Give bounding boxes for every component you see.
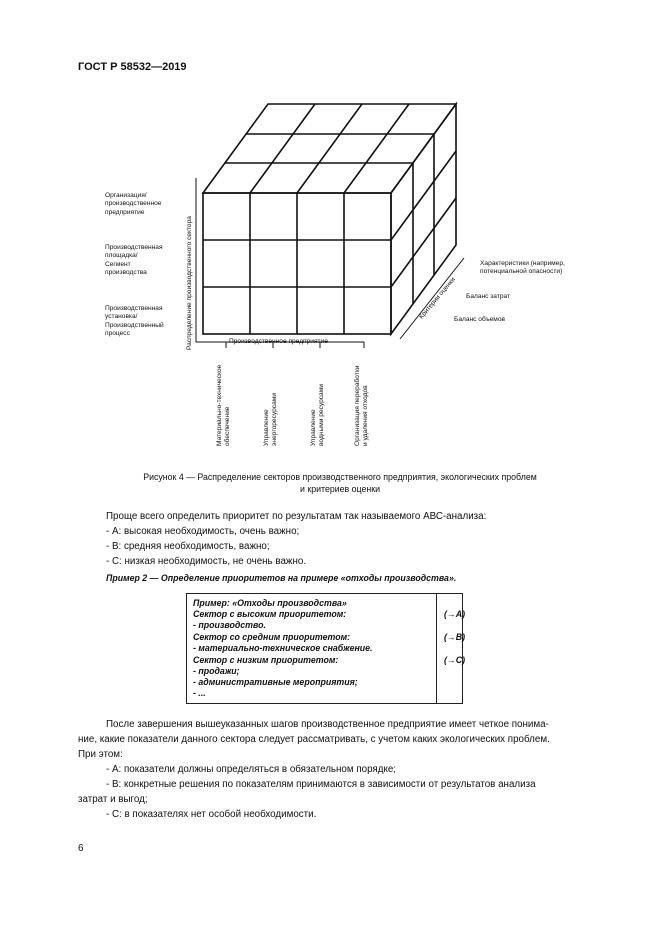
row-label-organization: Организация/ производственное предприятие xyxy=(105,192,162,216)
example-line: Сектор с низким приоритетом: xyxy=(193,655,339,665)
right-label-characteristics: Характеристики (например, потенциальной опасности) xyxy=(480,260,565,276)
right-label-cost-balance: Баланс затрат xyxy=(466,293,511,300)
example-line: Пример: «Отходы производства» xyxy=(193,598,347,608)
row-label-site: Производственная площадка/ Сегмент производства xyxy=(105,244,163,277)
priority-code-a: (→А) xyxy=(444,609,466,619)
example-title: Пример 2 — Определение приоритетов на примере «отходы производства». xyxy=(106,573,457,583)
paragraph-2-line: ние, какие показатели данного сектора следует рассматривать, с учетом каких экологических проблем. xyxy=(78,734,550,745)
document-header: ГОСТ Р 58532—2019 xyxy=(78,61,187,73)
right-label-volume-balance: Баланс объемов xyxy=(454,316,505,323)
vertical-axis-label: Распределение производственного сектора xyxy=(186,216,193,350)
bullet2-c: - С: в показателях нет особой необходимости. xyxy=(106,809,317,820)
example-line: - производство. xyxy=(193,620,266,630)
example-box-divider xyxy=(436,593,437,704)
example-line: Сектор с высоким приоритетом: xyxy=(193,609,347,619)
column-label-waste: Организация переработки и удаления отходов xyxy=(354,365,370,446)
intro-paragraph: Проще всего определить приоритет по результатам так называемого АВС-анализа: xyxy=(106,511,487,522)
example-line: Сектор со средним приоритетом: xyxy=(193,632,351,642)
column-label-logistics: Материально-техническое обеспечение xyxy=(216,364,232,446)
example-line: - ... xyxy=(193,688,206,698)
bullet2-a: - А: показатели должны определяться в обязательном порядке; xyxy=(106,764,397,775)
bottom-axis-label: Производственное предприятие xyxy=(229,338,328,345)
right-grid-h1 xyxy=(391,151,456,240)
top-grid-d2 xyxy=(297,104,362,193)
priority-code-b: (→В) xyxy=(444,632,466,642)
bullet2-b: - В: конкретные решения по показателям принимаются в зависимости от результатов анализа xyxy=(106,779,536,790)
top-grid-d1 xyxy=(250,104,315,193)
right-grid-h2 xyxy=(391,198,456,287)
example-line: - продажи; xyxy=(193,666,240,676)
paragraph-2-line: После завершения вышеуказанных шагов производственное предприятие имеет четкое понима- xyxy=(106,719,549,730)
cube-right-face xyxy=(391,104,456,334)
bullet2-b-continued: затрат и выгод; xyxy=(78,794,148,805)
priority-code-c: (→С) xyxy=(444,655,466,665)
page-number: 6 xyxy=(78,843,84,854)
example-line: - административные мероприятия; xyxy=(193,677,358,687)
paragraph-2-line: При этом: xyxy=(78,749,123,760)
bullet-c: - С: низкая необходимость, не очень важно. xyxy=(106,556,307,567)
column-label-energy: Управление энергоресурсами xyxy=(263,393,279,446)
example-line: - материально-техническое снабжение. xyxy=(193,643,373,653)
bullet-a: - А: высокая необходимость, очень важно; xyxy=(106,526,300,537)
top-grid-d3 xyxy=(344,104,409,193)
depth-axis-label: Критерии оценки xyxy=(418,276,457,321)
column-label-water: Управление водными ресурсами xyxy=(310,384,326,446)
row-label-installation: Производственная установка/ Производственный процесс xyxy=(105,305,164,338)
bullet-b: - В: средняя необходимость, важно; xyxy=(106,541,270,552)
figure-caption: Рисунок 4 — Распределение секторов производственного предприятия, экологических проблем и критериев оценки xyxy=(143,472,537,494)
